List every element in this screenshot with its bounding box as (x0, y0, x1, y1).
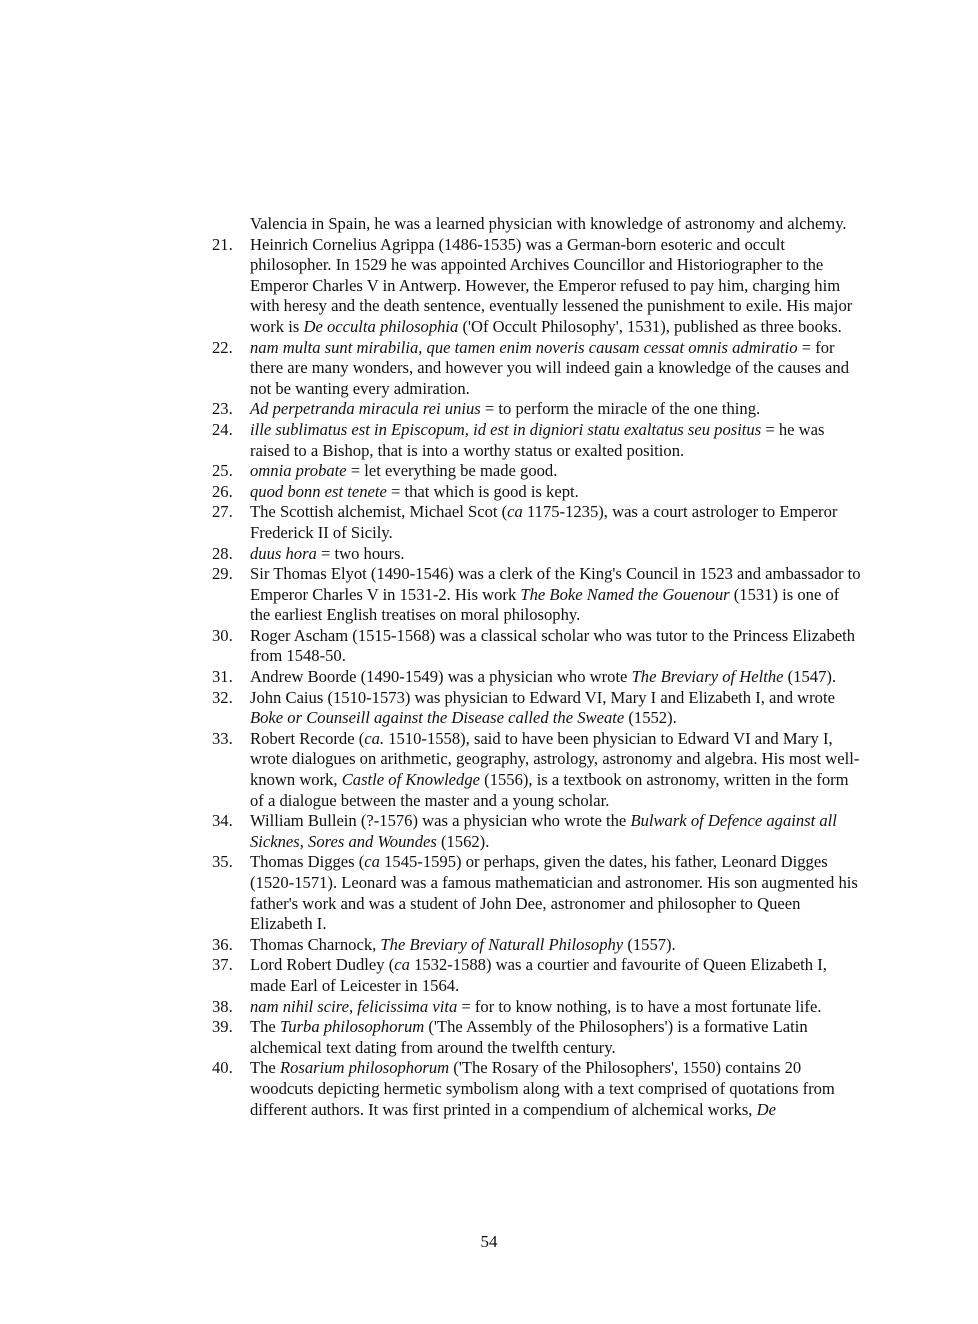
note-text: (1557). (623, 934, 676, 954)
endnote-number: 21. (212, 234, 233, 254)
endnote-item (212, 667, 862, 688)
endnote-body (250, 729, 862, 811)
note-text: ('The Rosary of the Philosophers', 1550) contains 20 woodcuts depicting hermetic symbolism along with a text comprised of quotations from different authors. It was first printed in a compendium of alchemical works, (250, 1058, 835, 1119)
note-text: (1552). (624, 708, 677, 728)
endnote-body (250, 1017, 862, 1058)
italic-text: De occulta philosophia (303, 316, 459, 336)
endnote-body (250, 811, 862, 852)
note-text: = he was raised to a Bishop, that is into a worthy status or exalted position. (250, 419, 825, 460)
note-text: Lord Robert Dudley ( (250, 955, 395, 975)
italic-text: ca (507, 502, 523, 522)
endnote-body (250, 502, 862, 543)
endnote-item (212, 461, 862, 482)
note-text: 1510-1558), said to have been physician to Edward VI and Mary I, wrote dialogues on arithmetic, geography, astrology, astronomy and algebra. His most well-known work, (250, 728, 860, 790)
note-text: (1531) is one of the earliest English treatises on moral philosophy. (250, 584, 840, 625)
endnote-item (212, 338, 862, 400)
endnote-body (250, 997, 862, 1018)
italic-text: Boke or Counseill against the Disease called the Sweate (250, 708, 625, 728)
endnote-body (250, 399, 862, 420)
endnote-number: 25. (212, 461, 233, 481)
endnote-number: 38. (212, 996, 233, 1016)
endnote-item (212, 997, 862, 1018)
note-text: The (250, 1017, 280, 1037)
endnote-number: 26. (212, 481, 233, 501)
italic-text: omnia probate (250, 461, 347, 481)
endnote-item (212, 935, 862, 956)
endnote-number: 37. (212, 955, 233, 975)
endnote-item (212, 235, 862, 338)
endnote-body (250, 564, 862, 626)
note-text: 1545-1595) or perhaps, given the dates, his father, Leonard Digges (1520-1571). Leonard was a famous mathematician and astronomer. His son augmented his father's work and was a student of John Dee, astronomer and philosopher to Queen Elizabeth I. (250, 852, 858, 934)
endnote-item (212, 729, 862, 811)
italic-text: quod bonn est tenete (250, 481, 387, 501)
italic-text: Ad perpetranda miracula rei unius (250, 399, 481, 419)
endnote-body (250, 626, 862, 667)
endnote-number: 29. (212, 564, 233, 584)
italic-text: ca. (364, 728, 385, 748)
note-text: 1175-1235), was a court astrologer to Emperor Frederick II of Sicily. (250, 502, 838, 542)
endnote-body (250, 688, 862, 729)
note-text: (1547). (783, 667, 837, 687)
note-text: William Bullein (?-1576) was a physician who wrote the (250, 811, 631, 831)
endnote-number: 24. (212, 419, 233, 439)
endnote-body (250, 935, 862, 956)
endnote-body (250, 235, 862, 338)
endnote-item (212, 1017, 862, 1058)
endnote-item (212, 811, 862, 852)
endnote-number: 36. (212, 934, 233, 954)
endnote-number: 28. (212, 543, 233, 563)
endnote-number: 22. (212, 337, 233, 357)
italic-text: ille sublimatus est in Episcopum, id est in digniori statu exaltatus seu positus (250, 419, 762, 439)
italic-text: De (756, 1099, 776, 1119)
note-text: Sir Thomas Elyot (1490-1546) was a clerk of the King's Council in 1523 and ambassador to Emperor Charles V in 1531-2. His work (250, 564, 861, 604)
note-text: Valencia in Spain, he was a learned physician with knowledge of astronomy and alchemy. (250, 214, 847, 233)
note-text: = let everything be made good. (346, 461, 558, 481)
endnote-number: 23. (212, 399, 233, 419)
endnote-number: 33. (212, 728, 233, 748)
note-text: (1556), is a textbook on astronomy, written in the form of a dialogue between the master and a young scholar. (250, 770, 849, 810)
note-text: Thomas Charnock, (250, 934, 381, 954)
note-text: = to perform the miracle of the one thing. (480, 399, 761, 419)
endnote-item (212, 955, 862, 996)
endnotes-list (212, 214, 862, 1120)
endnote-number: 35. (212, 852, 233, 872)
endnote-number: 27. (212, 502, 233, 522)
note-text: Andrew Boorde (1490-1549) was a physician who wrote (250, 667, 632, 687)
italic-text: Rosarium philosophorum (279, 1058, 450, 1078)
endnote-body (250, 1058, 862, 1120)
italic-text: ca (394, 955, 410, 975)
italic-text: Castle of Knowledge (341, 770, 481, 790)
endnote-number: 39. (212, 1017, 233, 1037)
note-text: John Caius (1510-1573) was physician to Edward VI, Mary I and Elizabeth I, and wrote (250, 687, 835, 707)
endnote-item (212, 1058, 862, 1120)
note-text: The (250, 1058, 280, 1078)
italic-text: nam nihil scire, felicissima vita (250, 996, 458, 1016)
endnote-body (250, 544, 862, 565)
note-text: = for to know nothing, is to have a most fortunate life. (457, 996, 822, 1016)
note-text: Thomas Digges ( (250, 852, 365, 872)
italic-text: nam multa sunt mirabilia, que tamen enim noveris causam cessat omnis admiratio (250, 337, 798, 357)
endnote-body (250, 852, 862, 934)
note-text: = for there are many wonders, and however you will indeed gain a knowledge of the causes and not be wanting every admiration. (250, 337, 850, 398)
italic-text: Bulwark of Defence against all Sicknes, Sores and Woundes (250, 811, 837, 851)
endnote-item (212, 482, 862, 503)
endnote-body (250, 461, 862, 482)
endnote-item (212, 688, 862, 729)
endnote-item (212, 564, 862, 626)
italic-text: ca (364, 852, 380, 872)
italic-text: The Breviary of Helthe (631, 667, 784, 687)
note-text: (1562). (436, 831, 490, 851)
endnote-body (250, 420, 862, 461)
endnote-body (250, 667, 862, 688)
note-text: Heinrich Cornelius Agrippa (1486-1535) was a German-born esoteric and occult philosopher. In 1529 he was appointed Archives Councillor and Historiographer to the Emperor Charles V in Antwerp. However, the Emperor refused to pay him, charging him with heresy and the death sentence, eventually lessened the punishment to exile. His major work is (250, 234, 853, 336)
endnote-number: 31. (212, 667, 233, 687)
note-text: = that which is good is kept. (386, 481, 579, 501)
endnote-number: 32. (212, 687, 233, 707)
endnote-body (250, 482, 862, 503)
endnote-number: 30. (212, 625, 233, 645)
page-number: 54 (480, 1232, 498, 1251)
italic-text: The Boke Named the Gouenour (520, 584, 730, 604)
endnote-item (212, 852, 862, 934)
endnote-item (212, 399, 862, 420)
endnote-number: 40. (212, 1058, 233, 1078)
note-text: = two hours. (316, 543, 405, 563)
endnote-body (250, 338, 862, 400)
note-text: ('Of Occult Philosophy', 1531), published as three books. (458, 316, 842, 336)
note-text: ('The Assembly of the Philosophers') is a formative Latin alchemical text dating from around the twelfth century. (250, 1017, 808, 1057)
note-text: 1532-1588) was a courtier and favourite of Queen Elizabeth I, made Earl of Leicester in 1564. (250, 955, 827, 995)
endnote-number: 34. (212, 811, 233, 831)
endnote-item (212, 502, 862, 543)
italic-text: Turba philosophorum (279, 1017, 425, 1037)
note-text: Roger Ascham (1515-1568) was a classical scholar who was tutor to the Princess Elizabeth from 1548-50. (250, 625, 856, 666)
endnote-item (212, 626, 862, 667)
italic-text: duus hora (250, 543, 317, 563)
endnote-item (212, 544, 862, 565)
endnote-item (212, 420, 862, 461)
continued-note (250, 214, 862, 235)
note-text: The Scottish alchemist, Michael Scot ( (250, 502, 508, 522)
italic-text: The Breviary of Naturall Philosophy (380, 934, 624, 954)
endnote-body (250, 955, 862, 996)
note-text: Robert Recorde ( (250, 728, 365, 748)
